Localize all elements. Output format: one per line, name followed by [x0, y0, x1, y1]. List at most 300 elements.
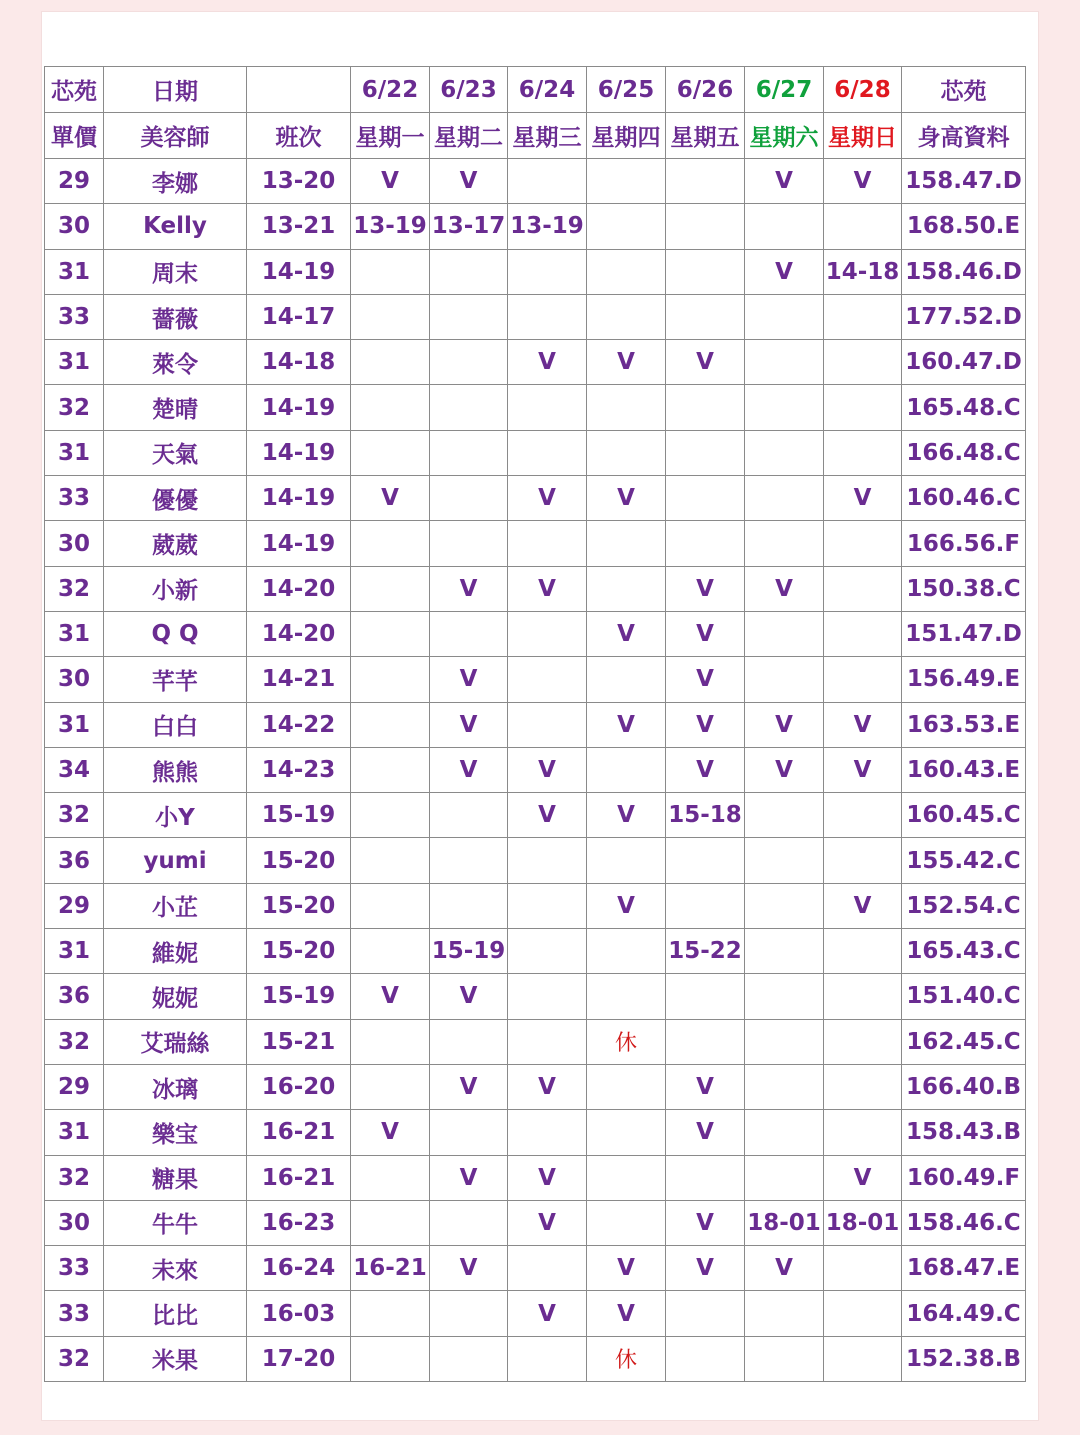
table-row: [45, 566, 1026, 611]
weekday-wed: 星期三: [508, 113, 587, 159]
height-data-cell: 165.48.C: [902, 385, 1026, 430]
day-cell-sat: [745, 883, 824, 928]
shift-cell: 14-21: [247, 657, 351, 702]
day-cell-fri: V: [666, 1200, 745, 1245]
stylist-name-cell: 未來: [104, 1246, 247, 1291]
day-cell-mon: V: [351, 476, 430, 521]
day-cell-thu: [587, 430, 666, 475]
day-cell-sun: V: [824, 702, 902, 747]
stylist-name-cell: yumi: [104, 838, 247, 883]
day-cell-fri: [666, 1291, 745, 1336]
stylist-name-cell: 冰璃: [104, 1064, 247, 1109]
table-row: [45, 430, 1026, 475]
day-cell-wed: V: [508, 566, 587, 611]
day-cell-thu: [587, 929, 666, 974]
day-cell-mon: V: [351, 974, 430, 1019]
day-cell-wed: V: [508, 793, 587, 838]
table-row: [45, 1246, 1026, 1291]
day-cell-thu: [587, 294, 666, 339]
day-cell-sun: [824, 974, 902, 1019]
day-cell-tue: V: [430, 974, 508, 1019]
day-cell-thu: 休: [587, 1019, 666, 1064]
shift-cell: 16-20: [247, 1064, 351, 1109]
day-cell-mon: [351, 294, 430, 339]
day-cell-sat: [745, 430, 824, 475]
day-cell-fri: [666, 294, 745, 339]
shift-cell: 16-21: [247, 1155, 351, 1200]
day-cell-fri: V: [666, 1110, 745, 1155]
day-cell-sun: [824, 1246, 902, 1291]
day-cell-mon: V: [351, 159, 430, 204]
day-cell-tue: [430, 1110, 508, 1155]
day-cell-sat: [745, 793, 824, 838]
day-cell-sat: [745, 521, 824, 566]
day-cell-tue: V: [430, 1246, 508, 1291]
day-cell-wed: [508, 929, 587, 974]
stylist-name-cell: Q Q: [104, 611, 247, 656]
day-cell-wed: [508, 1110, 587, 1155]
day-cell-fri: V: [666, 340, 745, 385]
stylist-name-cell: 薔薇: [104, 294, 247, 339]
day-cell-thu: [587, 747, 666, 792]
unit-price-cell: 29: [45, 883, 104, 928]
day-cell-wed: V: [508, 476, 587, 521]
day-cell-sun: V: [824, 1155, 902, 1200]
stylist-name-cell: 熊熊: [104, 747, 247, 792]
day-cell-tue: [430, 793, 508, 838]
day-cell-wed: 13-19: [508, 204, 587, 249]
day-cell-sat: V: [745, 159, 824, 204]
stylist-name-cell: 葳葳: [104, 521, 247, 566]
unit-price-cell: 29: [45, 1064, 104, 1109]
day-cell-tue: V: [430, 657, 508, 702]
day-cell-sat: V: [745, 566, 824, 611]
day-cell-tue: V: [430, 566, 508, 611]
table-row: [45, 1200, 1026, 1245]
day-cell-sun: 18-01: [824, 1200, 902, 1245]
shift-cell: 16-23: [247, 1200, 351, 1245]
day-cell-sun: [824, 838, 902, 883]
stylist-name-cell: 天氣: [104, 430, 247, 475]
table-row: [45, 1110, 1026, 1155]
day-cell-tue: [430, 476, 508, 521]
day-cell-thu: [587, 838, 666, 883]
day-cell-mon: [351, 385, 430, 430]
day-cell-fri: [666, 249, 745, 294]
unit-price-cell: 29: [45, 159, 104, 204]
weekday-thu: 星期四: [587, 113, 666, 159]
day-cell-mon: [351, 340, 430, 385]
day-cell-mon: 16-21: [351, 1246, 430, 1291]
height-data-cell: 160.47.D: [902, 340, 1026, 385]
stylist-name-cell: 樂宝: [104, 1110, 247, 1155]
unit-price-cell: 30: [45, 1200, 104, 1245]
day-cell-sat: [745, 1064, 824, 1109]
weekday-sat: 星期六: [745, 113, 824, 159]
blank-header-cell: [247, 67, 351, 113]
shift-cell: 16-24: [247, 1246, 351, 1291]
stylist-name-cell: 周末: [104, 249, 247, 294]
day-cell-fri: [666, 476, 745, 521]
day-cell-thu: [587, 521, 666, 566]
shift-cell: 16-03: [247, 1291, 351, 1336]
unit-price-cell: 31: [45, 430, 104, 475]
table-row: [45, 249, 1026, 294]
day-cell-sun: [824, 929, 902, 974]
day-cell-wed: [508, 159, 587, 204]
day-cell-fri: [666, 1336, 745, 1381]
day-cell-fri: V: [666, 747, 745, 792]
stylist-name-cell: 萊令: [104, 340, 247, 385]
day-cell-mon: [351, 1064, 430, 1109]
day-cell-fri: [666, 385, 745, 430]
day-cell-thu: V: [587, 883, 666, 928]
day-cell-tue: [430, 249, 508, 294]
day-cell-mon: [351, 1291, 430, 1336]
unit-price-cell: 33: [45, 1291, 104, 1336]
day-cell-mon: V: [351, 1110, 430, 1155]
date-sat: 6/27: [745, 67, 824, 113]
day-cell-thu: V: [587, 611, 666, 656]
day-cell-tue: [430, 1200, 508, 1245]
date-label: 日期: [104, 67, 247, 113]
shift-cell: 15-19: [247, 793, 351, 838]
day-cell-mon: [351, 1019, 430, 1064]
height-data-cell: 158.47.D: [902, 159, 1026, 204]
day-cell-tue: [430, 294, 508, 339]
table-row: [45, 974, 1026, 1019]
weekday-sun: 星期日: [824, 113, 902, 159]
day-cell-wed: [508, 838, 587, 883]
day-cell-sun: [824, 566, 902, 611]
height-data-cell: 151.40.C: [902, 974, 1026, 1019]
stylist-label: 美容師: [104, 113, 247, 159]
day-cell-sun: [824, 385, 902, 430]
day-cell-fri: [666, 521, 745, 566]
shift-cell: 16-21: [247, 1110, 351, 1155]
day-cell-mon: 13-19: [351, 204, 430, 249]
day-cell-tue: V: [430, 159, 508, 204]
height-data-cell: 163.53.E: [902, 702, 1026, 747]
shift-cell: 13-20: [247, 159, 351, 204]
day-cell-tue: [430, 521, 508, 566]
unit-price-cell: 32: [45, 1019, 104, 1064]
table-row: [45, 159, 1026, 204]
stylist-name-cell: Kelly: [104, 204, 247, 249]
height-data-cell: 166.48.C: [902, 430, 1026, 475]
day-cell-thu: [587, 1200, 666, 1245]
day-cell-mon: [351, 249, 430, 294]
height-data-cell: 150.38.C: [902, 566, 1026, 611]
stylist-name-cell: 妮妮: [104, 974, 247, 1019]
unit-price-cell: 30: [45, 521, 104, 566]
height-data-cell: 168.47.E: [902, 1246, 1026, 1291]
day-cell-mon: [351, 521, 430, 566]
day-cell-sat: [745, 1336, 824, 1381]
height-data-cell: 160.45.C: [902, 793, 1026, 838]
table-row: [45, 294, 1026, 339]
day-cell-wed: [508, 611, 587, 656]
day-cell-mon: [351, 793, 430, 838]
day-cell-wed: [508, 521, 587, 566]
day-cell-sun: [824, 294, 902, 339]
day-cell-thu: V: [587, 476, 666, 521]
unit-price-cell: 36: [45, 974, 104, 1019]
day-cell-wed: [508, 430, 587, 475]
day-cell-wed: [508, 883, 587, 928]
day-cell-fri: [666, 974, 745, 1019]
day-cell-fri: 15-18: [666, 793, 745, 838]
header-row-weekdays: [45, 113, 1026, 159]
day-cell-thu: V: [587, 702, 666, 747]
date-thu: 6/25: [587, 67, 666, 113]
day-cell-fri: V: [666, 1064, 745, 1109]
day-cell-tue: [430, 340, 508, 385]
day-cell-thu: [587, 566, 666, 611]
date-mon: 6/22: [351, 67, 430, 113]
stylist-name-cell: 艾瑞絲: [104, 1019, 247, 1064]
day-cell-sun: [824, 1336, 902, 1381]
day-cell-tue: [430, 883, 508, 928]
day-cell-thu: V: [587, 340, 666, 385]
day-cell-fri: V: [666, 1246, 745, 1291]
day-cell-sat: V: [745, 702, 824, 747]
date-tue: 6/23: [430, 67, 508, 113]
unit-price-cell: 32: [45, 566, 104, 611]
unit-price-cell: 32: [45, 1155, 104, 1200]
day-cell-sat: [745, 657, 824, 702]
day-cell-wed: [508, 1336, 587, 1381]
day-cell-tue: [430, 430, 508, 475]
day-cell-sun: [824, 204, 902, 249]
day-cell-sun: [824, 340, 902, 385]
weekday-mon: 星期一: [351, 113, 430, 159]
day-cell-wed: V: [508, 340, 587, 385]
day-cell-tue: [430, 1291, 508, 1336]
day-cell-tue: [430, 611, 508, 656]
weekday-tue: 星期二: [430, 113, 508, 159]
table-row: [45, 702, 1026, 747]
shift-cell: 14-23: [247, 747, 351, 792]
unit-price-cell: 33: [45, 1246, 104, 1291]
height-data-cell: 165.43.C: [902, 929, 1026, 974]
day-cell-sat: [745, 929, 824, 974]
day-cell-wed: V: [508, 1291, 587, 1336]
day-cell-sun: [824, 657, 902, 702]
day-cell-fri: 15-22: [666, 929, 745, 974]
table-row: [45, 204, 1026, 249]
table-row: [45, 1019, 1026, 1064]
day-cell-wed: V: [508, 1064, 587, 1109]
shift-cell: 14-17: [247, 294, 351, 339]
shift-cell: 15-20: [247, 883, 351, 928]
brand-left: 芯苑: [45, 67, 104, 113]
day-cell-thu: [587, 1110, 666, 1155]
day-cell-thu: 休: [587, 1336, 666, 1381]
unit-price-cell: 31: [45, 340, 104, 385]
day-cell-mon: [351, 838, 430, 883]
height-data-cell: 158.46.C: [902, 1200, 1026, 1245]
shift-cell: 15-20: [247, 838, 351, 883]
stylist-name-cell: 芊芊: [104, 657, 247, 702]
shift-cell: 14-19: [247, 385, 351, 430]
day-cell-sat: V: [745, 1246, 824, 1291]
unit-price-cell: 34: [45, 747, 104, 792]
table-row: [45, 747, 1026, 792]
day-cell-sat: [745, 340, 824, 385]
unit-price-cell: 31: [45, 702, 104, 747]
day-cell-wed: [508, 294, 587, 339]
day-cell-thu: [587, 249, 666, 294]
day-cell-thu: [587, 1155, 666, 1200]
day-cell-thu: [587, 385, 666, 430]
height-data-cell: 160.43.E: [902, 747, 1026, 792]
unit-price-cell: 31: [45, 249, 104, 294]
height-data-cell: 166.40.B: [902, 1064, 1026, 1109]
height-data-cell: 156.49.E: [902, 657, 1026, 702]
day-cell-mon: [351, 566, 430, 611]
day-cell-sat: [745, 294, 824, 339]
day-cell-sat: [745, 204, 824, 249]
unit-price-cell: 33: [45, 294, 104, 339]
day-cell-fri: V: [666, 566, 745, 611]
day-cell-wed: [508, 974, 587, 1019]
height-data-cell: 177.52.D: [902, 294, 1026, 339]
day-cell-sat: [745, 1291, 824, 1336]
day-cell-sun: V: [824, 159, 902, 204]
shift-cell: 17-20: [247, 1336, 351, 1381]
day-cell-tue: V: [430, 1155, 508, 1200]
height-label: 身高資料: [902, 113, 1026, 159]
day-cell-mon: [351, 611, 430, 656]
day-cell-sun: [824, 1019, 902, 1064]
table-row: [45, 1336, 1026, 1381]
shift-cell: 14-20: [247, 611, 351, 656]
header-row-dates: [45, 67, 1026, 113]
table-row: [45, 929, 1026, 974]
day-cell-fri: [666, 204, 745, 249]
day-cell-fri: V: [666, 702, 745, 747]
stylist-name-cell: 維妮: [104, 929, 247, 974]
day-cell-tue: [430, 1019, 508, 1064]
day-cell-wed: [508, 657, 587, 702]
day-cell-mon: [351, 1200, 430, 1245]
unit-price-cell: 32: [45, 1336, 104, 1381]
day-cell-thu: V: [587, 1246, 666, 1291]
day-cell-thu: [587, 974, 666, 1019]
shift-cell: 15-21: [247, 1019, 351, 1064]
table-row: [45, 340, 1026, 385]
day-cell-tue: [430, 1336, 508, 1381]
height-data-cell: 158.43.B: [902, 1110, 1026, 1155]
table-row: [45, 1291, 1026, 1336]
shift-cell: 14-20: [247, 566, 351, 611]
brand-right: 芯苑: [902, 67, 1026, 113]
table-row: [45, 521, 1026, 566]
day-cell-fri: V: [666, 611, 745, 656]
day-cell-wed: [508, 249, 587, 294]
day-cell-fri: [666, 838, 745, 883]
day-cell-thu: [587, 1064, 666, 1109]
day-cell-wed: [508, 1019, 587, 1064]
day-cell-sun: V: [824, 883, 902, 928]
date-sun: 6/28: [824, 67, 902, 113]
day-cell-mon: [351, 883, 430, 928]
shift-cell: 15-19: [247, 974, 351, 1019]
day-cell-fri: [666, 1019, 745, 1064]
day-cell-sat: [745, 1110, 824, 1155]
day-cell-sun: [824, 611, 902, 656]
stylist-name-cell: 小新: [104, 566, 247, 611]
shift-cell: 14-19: [247, 430, 351, 475]
height-data-cell: 168.50.E: [902, 204, 1026, 249]
unit-price-cell: 31: [45, 929, 104, 974]
day-cell-fri: [666, 883, 745, 928]
weekday-fri: 星期五: [666, 113, 745, 159]
table-row: [45, 1155, 1026, 1200]
day-cell-tue: V: [430, 1064, 508, 1109]
day-cell-mon: [351, 747, 430, 792]
table-row: [45, 476, 1026, 521]
unit-price-cell: 31: [45, 611, 104, 656]
day-cell-sun: [824, 1291, 902, 1336]
day-cell-fri: [666, 430, 745, 475]
day-cell-thu: V: [587, 793, 666, 838]
day-cell-thu: [587, 657, 666, 702]
day-cell-tue: V: [430, 702, 508, 747]
table-row: [45, 883, 1026, 928]
day-cell-wed: [508, 702, 587, 747]
table-row: [45, 1064, 1026, 1109]
unit-price-cell: 36: [45, 838, 104, 883]
day-cell-fri: V: [666, 657, 745, 702]
height-data-cell: 164.49.C: [902, 1291, 1026, 1336]
day-cell-mon: [351, 657, 430, 702]
day-cell-sun: 14-18: [824, 249, 902, 294]
shift-cell: 14-19: [247, 249, 351, 294]
day-cell-sat: 18-01: [745, 1200, 824, 1245]
day-cell-tue: [430, 838, 508, 883]
day-cell-tue: 15-19: [430, 929, 508, 974]
day-cell-tue: V: [430, 747, 508, 792]
stylist-name-cell: 米果: [104, 1336, 247, 1381]
shift-cell: 14-22: [247, 702, 351, 747]
day-cell-mon: [351, 1336, 430, 1381]
unit-price-cell: 30: [45, 204, 104, 249]
height-data-cell: 158.46.D: [902, 249, 1026, 294]
unit-price-cell: 30: [45, 657, 104, 702]
shift-cell: 15-20: [247, 929, 351, 974]
day-cell-wed: [508, 385, 587, 430]
stylist-name-cell: 糖果: [104, 1155, 247, 1200]
stylist-name-cell: 牛牛: [104, 1200, 247, 1245]
shift-cell: 14-18: [247, 340, 351, 385]
day-cell-sun: [824, 521, 902, 566]
day-cell-sat: [745, 974, 824, 1019]
height-data-cell: 162.45.C: [902, 1019, 1026, 1064]
height-data-cell: 160.46.C: [902, 476, 1026, 521]
day-cell-thu: V: [587, 1291, 666, 1336]
day-cell-fri: [666, 1155, 745, 1200]
height-data-cell: 155.42.C: [902, 838, 1026, 883]
day-cell-mon: [351, 702, 430, 747]
day-cell-sat: V: [745, 249, 824, 294]
day-cell-sun: [824, 1110, 902, 1155]
stylist-name-cell: 小Y: [104, 793, 247, 838]
day-cell-sat: V: [745, 747, 824, 792]
stylist-name-cell: 白白: [104, 702, 247, 747]
day-cell-mon: [351, 929, 430, 974]
